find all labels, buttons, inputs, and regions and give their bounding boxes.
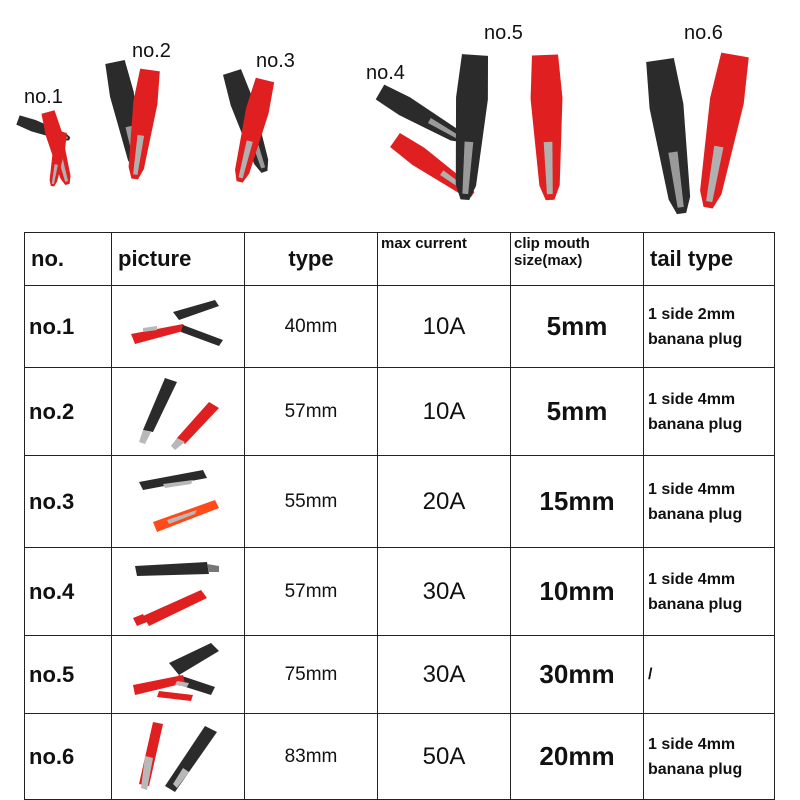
tail-line-2: banana plug — [648, 760, 743, 778]
row-picture — [112, 714, 245, 800]
row-type: 57mm — [245, 548, 378, 636]
tail-line-1: 1 side 2mm — [648, 305, 736, 323]
table-row — [25, 714, 775, 800]
header-max-current: max current — [378, 233, 511, 286]
row-clip-mouth: 20mm — [511, 714, 644, 800]
row-max-current: 10A — [378, 368, 511, 456]
row-max-current: 20A — [378, 456, 511, 548]
clip-pair-image — [123, 639, 233, 711]
row-type: 75mm — [245, 636, 378, 714]
row-tail-type — [644, 548, 775, 636]
row-tail-type — [644, 286, 775, 368]
row-picture — [112, 636, 245, 714]
showcase-clips-image — [0, 0, 800, 232]
table-header-row — [25, 233, 775, 286]
clip-pair-image — [123, 716, 233, 798]
header-picture: picture — [112, 233, 245, 286]
header-clip-mouth: clip mouth size(max) — [511, 233, 644, 286]
showcase-label-no3: no.3 — [256, 50, 295, 72]
row-type: 83mm — [245, 714, 378, 800]
row-clip-mouth: 5mm — [511, 286, 644, 368]
row-type: 55mm — [245, 456, 378, 548]
showcase-no2-clips — [103, 59, 162, 180]
tail-line-2: banana plug — [648, 595, 743, 613]
tail-line-1: 1 side 4mm — [648, 390, 736, 408]
row-clip-mouth: 10mm — [511, 548, 644, 636]
row-no: no.2 — [25, 368, 112, 456]
row-tail-type — [644, 456, 775, 548]
table-row — [25, 636, 775, 714]
row-no: no.4 — [25, 548, 112, 636]
row-clip-mouth: 15mm — [511, 456, 644, 548]
table-row — [25, 548, 775, 636]
showcase-label-no2: no.2 — [132, 40, 171, 62]
row-max-current: 10A — [378, 286, 511, 368]
header-no: no. — [25, 233, 112, 286]
row-picture — [112, 286, 245, 368]
showcase-label-no1: no.1 — [24, 86, 63, 108]
row-type: 57mm — [245, 368, 378, 456]
showcase-label-no6: no.6 — [684, 22, 723, 44]
row-type: 40mm — [245, 286, 378, 368]
spec-table — [24, 232, 775, 800]
row-clip-mouth: 30mm — [511, 636, 644, 714]
header-type: type — [245, 233, 378, 286]
table-row — [25, 286, 775, 368]
showcase-no6-clips — [643, 52, 752, 216]
row-picture — [112, 456, 245, 548]
row-clip-mouth: 5mm — [511, 368, 644, 456]
clip-pair-image — [123, 292, 233, 362]
showcase-no3-clips — [221, 68, 276, 184]
tail-line-2: banana plug — [648, 330, 743, 348]
row-tail-type — [644, 368, 775, 456]
row-tail-type — [644, 636, 775, 714]
clip-pair-image — [123, 372, 233, 452]
clip-showcase — [0, 0, 800, 232]
tail-line-1: 1 side 4mm — [648, 570, 736, 588]
tail-line-1: 1 side 4mm — [648, 735, 736, 753]
tail-line-1: 1 side 4mm — [648, 480, 736, 498]
row-tail-type — [644, 714, 775, 800]
row-picture — [112, 368, 245, 456]
table-row — [25, 368, 775, 456]
clip-pair-image — [123, 460, 233, 544]
showcase-label-no4: no.4 — [366, 62, 405, 84]
clip-pair-image — [123, 552, 233, 632]
header-tail-type: tail type — [644, 233, 775, 286]
row-max-current: 50A — [378, 714, 511, 800]
row-no: no.5 — [25, 636, 112, 714]
row-no: no.3 — [25, 456, 112, 548]
tail-line-1: / — [648, 666, 653, 683]
tail-line-2: banana plug — [648, 415, 743, 433]
showcase-no1-clips — [16, 110, 75, 187]
row-max-current: 30A — [378, 548, 511, 636]
row-no: no.6 — [25, 714, 112, 800]
table-row — [25, 456, 775, 548]
row-no: no.1 — [25, 286, 112, 368]
showcase-no5-clips — [449, 54, 566, 201]
tail-line-2: banana plug — [648, 505, 743, 523]
row-max-current: 30A — [378, 636, 511, 714]
showcase-label-no5: no.5 — [484, 22, 523, 44]
row-picture — [112, 548, 245, 636]
